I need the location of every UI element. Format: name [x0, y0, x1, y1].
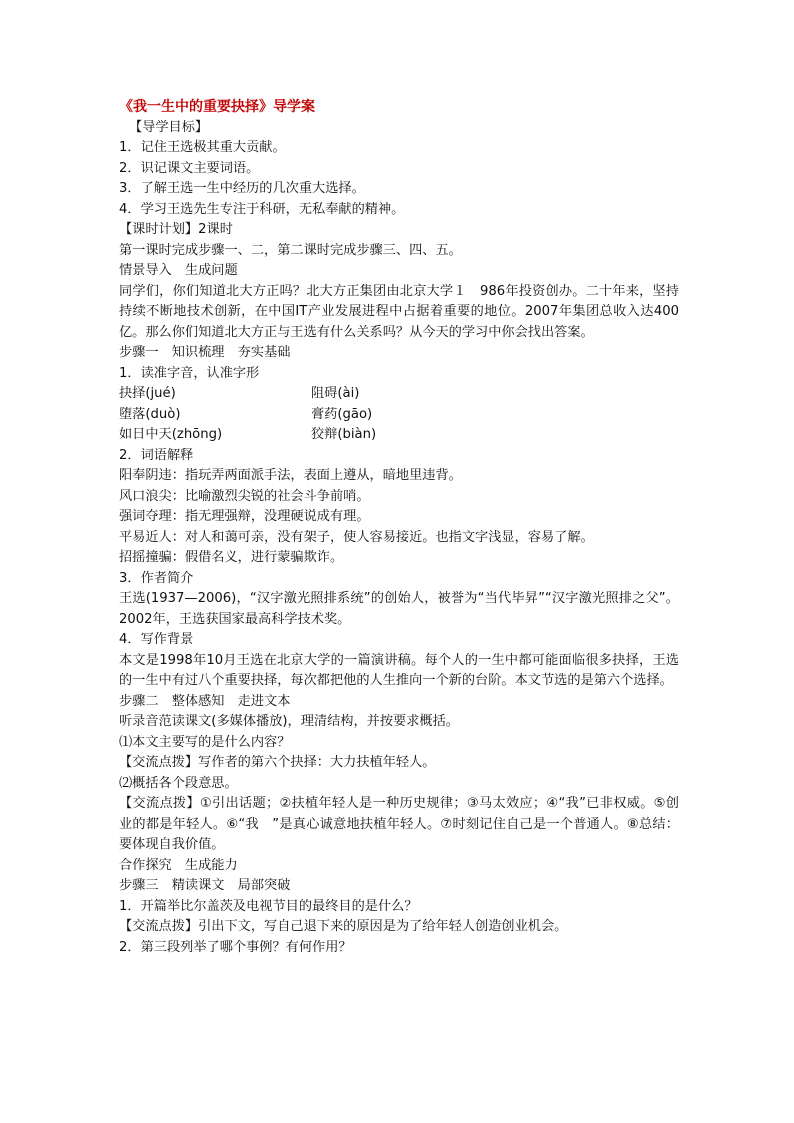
- section-heading: 1．读准字音，认准字形: [119, 365, 260, 381]
- goals-heading: 【导学目标】: [129, 119, 209, 135]
- answer: 【交流点拨】写作者的第六个抉择：大力扶植年轻人。: [119, 755, 436, 770]
- coop-heading: 合作探究 生成能力: [119, 857, 238, 873]
- answer: 【交流点拨】引出下文，写自己退下来的原因是为了给年轻人创造创业机会。: [119, 919, 568, 934]
- question: ⑴本文主要写的是什么内容？: [119, 734, 291, 750]
- answer-paragraph: 【交流点拨】①引出话题；②扶植年轻人是一种历史规律；③马太效应；④“我”已非权威。⑤创业的都是年轻人。⑥“我 ”是真心诚意地扶植年轻人。⑦时刻记住自己是一个普通人。⑧总结：要体现自我价值。: [119, 796, 679, 852]
- pinyin-row: [119, 405, 679, 426]
- term-item: 阳奉阴违：指玩弄两面派手法，表面上遵从，暗地里违背。: [119, 468, 462, 483]
- section-heading: 3．作者简介: [119, 570, 194, 586]
- pinyin-item: 阻碍(ài): [311, 386, 360, 401]
- goal-item: 2．识记课文主要词语。: [119, 160, 260, 176]
- step3-heading: 步骤三 精读课文 局部突破: [119, 878, 291, 893]
- section-heading: 2．词语解释: [119, 447, 194, 463]
- plan-heading: 【课时计划】2课时: [119, 222, 233, 237]
- pinyin-item: 抉择(jué): [119, 386, 176, 401]
- goal-item: 3．了解王选一生中经历的几次重大选择。: [119, 181, 365, 196]
- goal-item: 4．学习王选先生专注于科研，无私奉献的精神。: [119, 201, 405, 217]
- pinyin-item: 膏药(gāo): [311, 406, 373, 422]
- step1-heading: 步骤一 知识梳理 夯实基础: [119, 345, 291, 360]
- term-item: 招摇撞骗：假借名义，进行蒙骗欺诈。: [119, 550, 344, 565]
- doc-title: 《我一生中的重要抉择》导学案: [119, 99, 315, 115]
- goal-item: 1．记住王选极其重大贡献。: [119, 140, 286, 155]
- intro-paragraph: 同学们，你们知道北大方正吗？北大方正集团由北京大学１ 986年投资创办。二十年来，坚持持续不断地技术创新，在中国IT产业发展进程中占据着重要的地位。2007年集团总收入达400亿。那么你们知道北大方正与王选有什么关系吗？从今天的学习中你会找出答案。: [119, 283, 679, 340]
- section-heading: 4．写作背景: [119, 632, 194, 647]
- intro-heading: 情景导入 生成问题: [119, 263, 238, 278]
- question: ⑵概括各个段意思。: [119, 775, 238, 791]
- background-paragraph: 本文是1998年10月王选在北京大学的一篇演讲稿。每个人的一生中都可能面临很多抉择，王选的一生中有过八个重要抉择，每次都把他的人生推向一个新的台阶。本文节选的是第六个选择。: [119, 652, 679, 688]
- pinyin-item: 如日中天(zhōng): [119, 427, 223, 442]
- step2-intro: 听录音范读课文(多媒体播放)，理清结构，并按要求概括。: [119, 714, 459, 729]
- pinyin-item: 堕落(duò): [119, 406, 181, 422]
- question: 2．第三段列举了哪个事例？有何作用？: [119, 939, 352, 955]
- plan-detail: 第一课时完成步骤一、二，第二课时完成步骤三、四、五。: [119, 242, 462, 258]
- author-paragraph: 王选(1937—2006)，“汉字激光照排系统”的创始人，被誉为“当代毕昇”“汉字激光照排之父”。2002年，王选获国家最高科学技术奖。: [119, 591, 679, 627]
- term-item: 强词夺理：指无理强辩，没理硬说成有理。: [119, 509, 370, 524]
- document-body: [119, 97, 679, 958]
- pinyin-row: [119, 384, 679, 405]
- step2-heading: 步骤二 整体感知 走进文本: [119, 693, 291, 709]
- pinyin-item: 狡辩(biàn): [311, 427, 377, 442]
- question: 1．开篇举比尔盖茨及电视节目的最终目的是什么？: [119, 898, 418, 914]
- term-item: 平易近人：对人和蔼可亲，没有架子，使人容易接近。也指文字浅显，容易了解。: [119, 529, 594, 545]
- term-item: 风口浪尖：比喻激烈尖锐的社会斗争前哨。: [119, 488, 370, 504]
- pinyin-row: [119, 425, 679, 446]
